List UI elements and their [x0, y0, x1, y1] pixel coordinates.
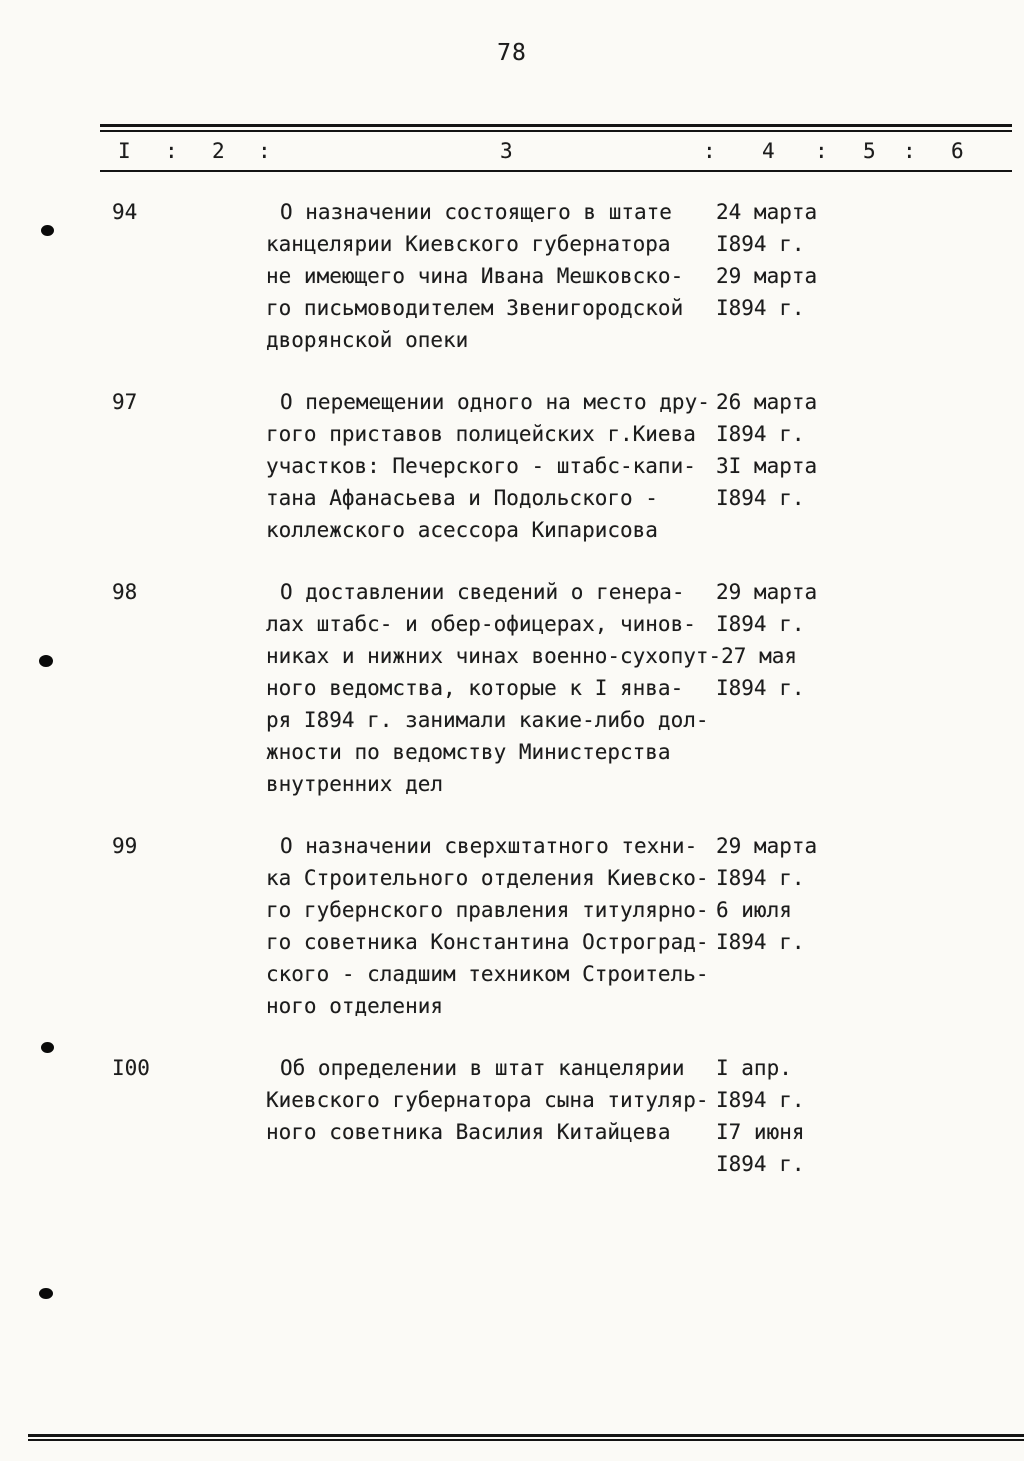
entry-date: I апр.	[716, 1056, 792, 1080]
column-separator: :	[703, 139, 716, 163]
margin-ink-dot	[39, 655, 53, 667]
entry-text: коллежского асессора Кипарисова	[266, 518, 658, 542]
entry-line	[266, 862, 1024, 894]
entry-date: I894 г.	[716, 676, 805, 700]
entry-date: I894 г.	[716, 422, 805, 446]
entry-number: 94	[112, 200, 138, 224]
column-separator: :	[815, 139, 828, 163]
entry-lines	[266, 196, 1024, 356]
entry-text: ря I894 г. занимали какие-либо дол-	[266, 708, 709, 732]
entry-text: Киевского губернатора сына титуляр-	[266, 1088, 709, 1112]
entry-date: I894 г.	[716, 1152, 805, 1176]
entry-date: I894 г.	[716, 296, 805, 320]
entry-date: 26 марта	[716, 390, 818, 414]
entry-lines	[266, 386, 1024, 546]
page-number: 78	[497, 40, 527, 66]
entry-text	[266, 1148, 716, 1180]
table-row	[0, 576, 1024, 800]
column-header-row	[100, 132, 1012, 170]
entry-date: 29 марта	[716, 264, 818, 288]
entry-date: 3I марта	[716, 454, 818, 478]
column-separator: :	[165, 139, 178, 163]
entry-text: ного ведомства, которые к I янва-	[266, 676, 684, 700]
entry-lines	[266, 576, 1024, 800]
entry-text: внутренних дел	[266, 772, 444, 796]
entry-text: не имеющего чина Ивана Мешковско-	[266, 264, 684, 288]
entry-line	[266, 228, 1024, 260]
column-header-cell: 2	[212, 139, 225, 163]
entry-line	[266, 1116, 1024, 1148]
entries-list	[0, 196, 1024, 1210]
entry-date: 29 марта	[716, 580, 818, 604]
entry-date: I894 г.	[716, 232, 805, 256]
entry-text: О назначении состоящего в штате	[280, 200, 672, 224]
entry-line	[266, 958, 1024, 990]
entry-line	[266, 324, 1024, 356]
entry-text: О доставлении сведений о генера-	[280, 580, 685, 604]
entry-lines	[266, 1052, 1024, 1180]
entry-line	[266, 450, 1024, 482]
entry-text: тана Афанасьева и Подольского -	[266, 486, 658, 510]
margin-ink-dot	[39, 1288, 53, 1299]
entry-line	[266, 514, 1024, 546]
margin-ink-dot	[41, 1042, 54, 1053]
column-header-cell: 3	[500, 139, 513, 163]
entry-line	[266, 990, 1024, 1022]
table-header	[100, 124, 1012, 172]
table-row	[0, 196, 1024, 356]
entry-date: 27 мая	[721, 644, 798, 668]
column-header-cell: 6	[951, 139, 964, 163]
entry-date: I894 г.	[716, 612, 805, 636]
entry-date: 29 марта	[716, 834, 818, 858]
entry-date: I894 г.	[716, 866, 805, 890]
header-bottom-rule	[100, 170, 1012, 172]
entry-text: го письмоводителем Звенигородской	[266, 296, 684, 320]
entry-line	[266, 704, 1024, 736]
entry-line	[266, 736, 1024, 768]
entry-line	[266, 926, 1024, 958]
table-row	[0, 386, 1024, 546]
entry-text: ного отделения	[266, 994, 444, 1018]
entry-number: 97	[112, 390, 138, 414]
entry-date: 24 марта	[716, 200, 818, 224]
entry-date: I894 г.	[716, 930, 805, 954]
entry-lines	[266, 830, 1024, 1022]
entry-number: 98	[112, 580, 138, 604]
entry-line	[266, 292, 1024, 324]
entry-text: ского - сладшим техником Строитель-	[266, 962, 709, 986]
entry-line	[266, 1052, 1024, 1084]
entry-date: I894 г.	[716, 486, 805, 510]
entry-text: гого приставов полицейских г.Киева	[266, 422, 696, 446]
column-header-cell: I	[118, 139, 131, 163]
column-separator: :	[903, 139, 916, 163]
entry-text: никах и нижних чинах военно-сухопут-	[266, 644, 722, 668]
entry-text: О назначении сверхштатного техни-	[280, 834, 698, 858]
entry-number: 99	[112, 834, 138, 858]
entry-line	[266, 894, 1024, 926]
entry-number: I00	[112, 1056, 150, 1080]
entry-line	[266, 608, 1024, 640]
table-row	[0, 830, 1024, 1022]
entry-text: Об определении в штат канцелярии	[280, 1056, 685, 1080]
entry-text: го губернского правления титулярно-	[266, 898, 709, 922]
entry-line	[266, 196, 1024, 228]
entry-line	[266, 418, 1024, 450]
entry-date: 6 июля	[716, 898, 792, 922]
entry-line	[266, 640, 1024, 672]
entry-line	[266, 482, 1024, 514]
entry-text: го советника Константина Остроград-	[266, 930, 709, 954]
column-header-cell: 4	[762, 139, 775, 163]
entry-text: канцелярии Киевского губернатора	[266, 232, 671, 256]
entry-text: жности по ведомству Министерства	[266, 740, 671, 764]
entry-line	[266, 672, 1024, 704]
entry-line	[266, 386, 1024, 418]
margin-ink-dot	[41, 225, 54, 236]
entry-line	[266, 768, 1024, 800]
page-bottom-rule	[28, 1434, 1024, 1441]
entry-text: дворянской опеки	[266, 328, 469, 352]
entry-text: ного советника Василия Китайцева	[266, 1120, 671, 1144]
entry-line	[266, 830, 1024, 862]
entry-text: ка Строительного отделения Киевско-	[266, 866, 709, 890]
entry-date: I7 июня	[716, 1120, 805, 1144]
entry-line	[266, 1148, 1024, 1180]
entry-line	[266, 260, 1024, 292]
entry-text: О перемещении одного на место дру-	[280, 390, 710, 414]
entry-line	[266, 576, 1024, 608]
entry-text: лах штабс- и обер-офицерах, чинов-	[266, 612, 696, 636]
entry-date: I894 г.	[716, 1088, 805, 1112]
entry-text: участков: Печерского - штабс-капи-	[266, 454, 696, 478]
column-separator: :	[258, 139, 271, 163]
column-header-cell: 5	[863, 139, 876, 163]
table-row	[0, 1052, 1024, 1180]
entry-line	[266, 1084, 1024, 1116]
